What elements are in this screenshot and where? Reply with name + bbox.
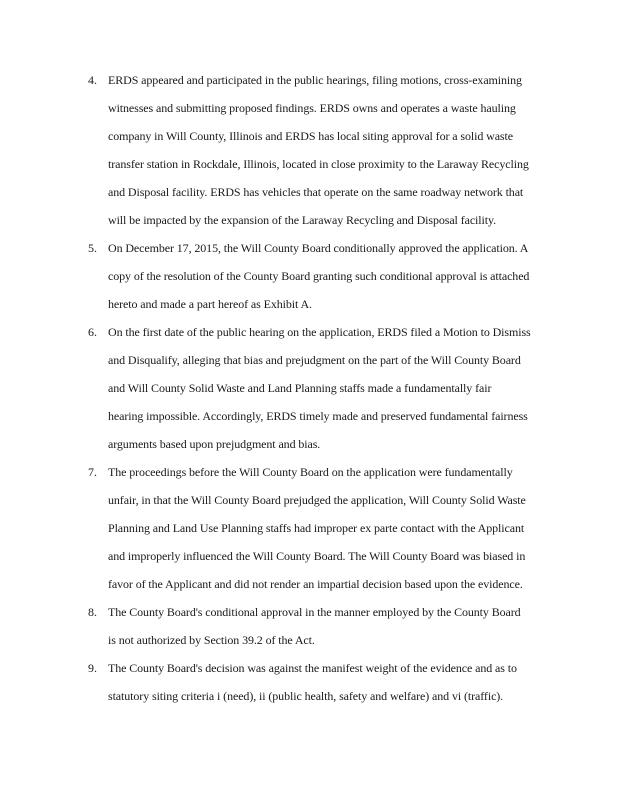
paragraph-line: On the first date of the public hearing on the application, ERDS filed a Motion to Dismiss bbox=[108, 325, 531, 339]
paragraph-line: and Will County Solid Waste and Land Planning staffs made a fundamentally fair bbox=[108, 381, 492, 395]
paragraph-line: The County Board's decision was against the manifest weight of the evidence and as to bbox=[108, 661, 517, 675]
paragraph-line: company in Will County, Illinois and ERDS has local siting approval for a solid waste bbox=[108, 129, 513, 143]
paragraph-number: 4. bbox=[88, 73, 97, 87]
paragraph-number: 7. bbox=[88, 465, 97, 479]
paragraph-number: 8. bbox=[88, 605, 97, 619]
paragraph-line: unfair, in that the Will County Board prejudged the application, Will County Solid Waste bbox=[108, 493, 526, 507]
paragraph-line: favor of the Applicant and did not render an impartial decision based upon the evidence. bbox=[108, 577, 523, 591]
paragraph-line: The proceedings before the Will County Board on the application were fundamentally bbox=[108, 465, 513, 479]
paragraph-line: arguments based upon prejudgment and bias. bbox=[108, 437, 321, 451]
paragraph-line: statutory siting criteria i (need), ii (public health, safety and welfare) and vi (traffic). bbox=[108, 689, 504, 703]
paragraph-line: hereto and made a part hereof as Exhibit A. bbox=[108, 297, 312, 311]
paragraph-line: will be impacted by the expansion of the Laraway Recycling and Disposal facility. bbox=[108, 213, 497, 227]
paragraph-line: On December 17, 2015, the Will County Board conditionally approved the application. A bbox=[108, 241, 529, 255]
paragraph-line: and improperly influenced the Will County Board. The Will County Board was biased in bbox=[108, 549, 526, 563]
paragraph-line: ERDS appeared and participated in the public hearings, filing motions, cross-examining bbox=[108, 73, 522, 87]
paragraph-line: and Disqualify, alleging that bias and prejudgment on the part of the Will County Board bbox=[108, 353, 521, 367]
paragraph-line: is not authorized by Section 39.2 of the Act. bbox=[108, 633, 315, 647]
paragraph-line: copy of the resolution of the County Board granting such conditional approval is attached bbox=[108, 269, 530, 283]
paragraph-number: 6. bbox=[88, 325, 97, 339]
paragraph-number: 5. bbox=[88, 241, 97, 255]
paragraph-line: transfer station in Rockdale, Illinois, located in close proximity to the Laraway Recycling bbox=[108, 157, 529, 171]
paragraph-line: hearing impossible. Accordingly, ERDS timely made and preserved fundamental fairness bbox=[108, 409, 528, 423]
paragraph-line: witnesses and submitting proposed findings. ERDS owns and operates a waste hauling bbox=[108, 101, 516, 115]
paragraph-line: and Disposal facility. ERDS has vehicles that operate on the same roadway network that bbox=[108, 185, 524, 199]
paragraph-line: The County Board's conditional approval in the manner employed by the County Board bbox=[108, 605, 521, 619]
paragraph-number: 9. bbox=[88, 661, 97, 675]
paragraph-line: Planning and Land Use Planning staffs had improper ex parte contact with the Applicant bbox=[108, 521, 525, 535]
